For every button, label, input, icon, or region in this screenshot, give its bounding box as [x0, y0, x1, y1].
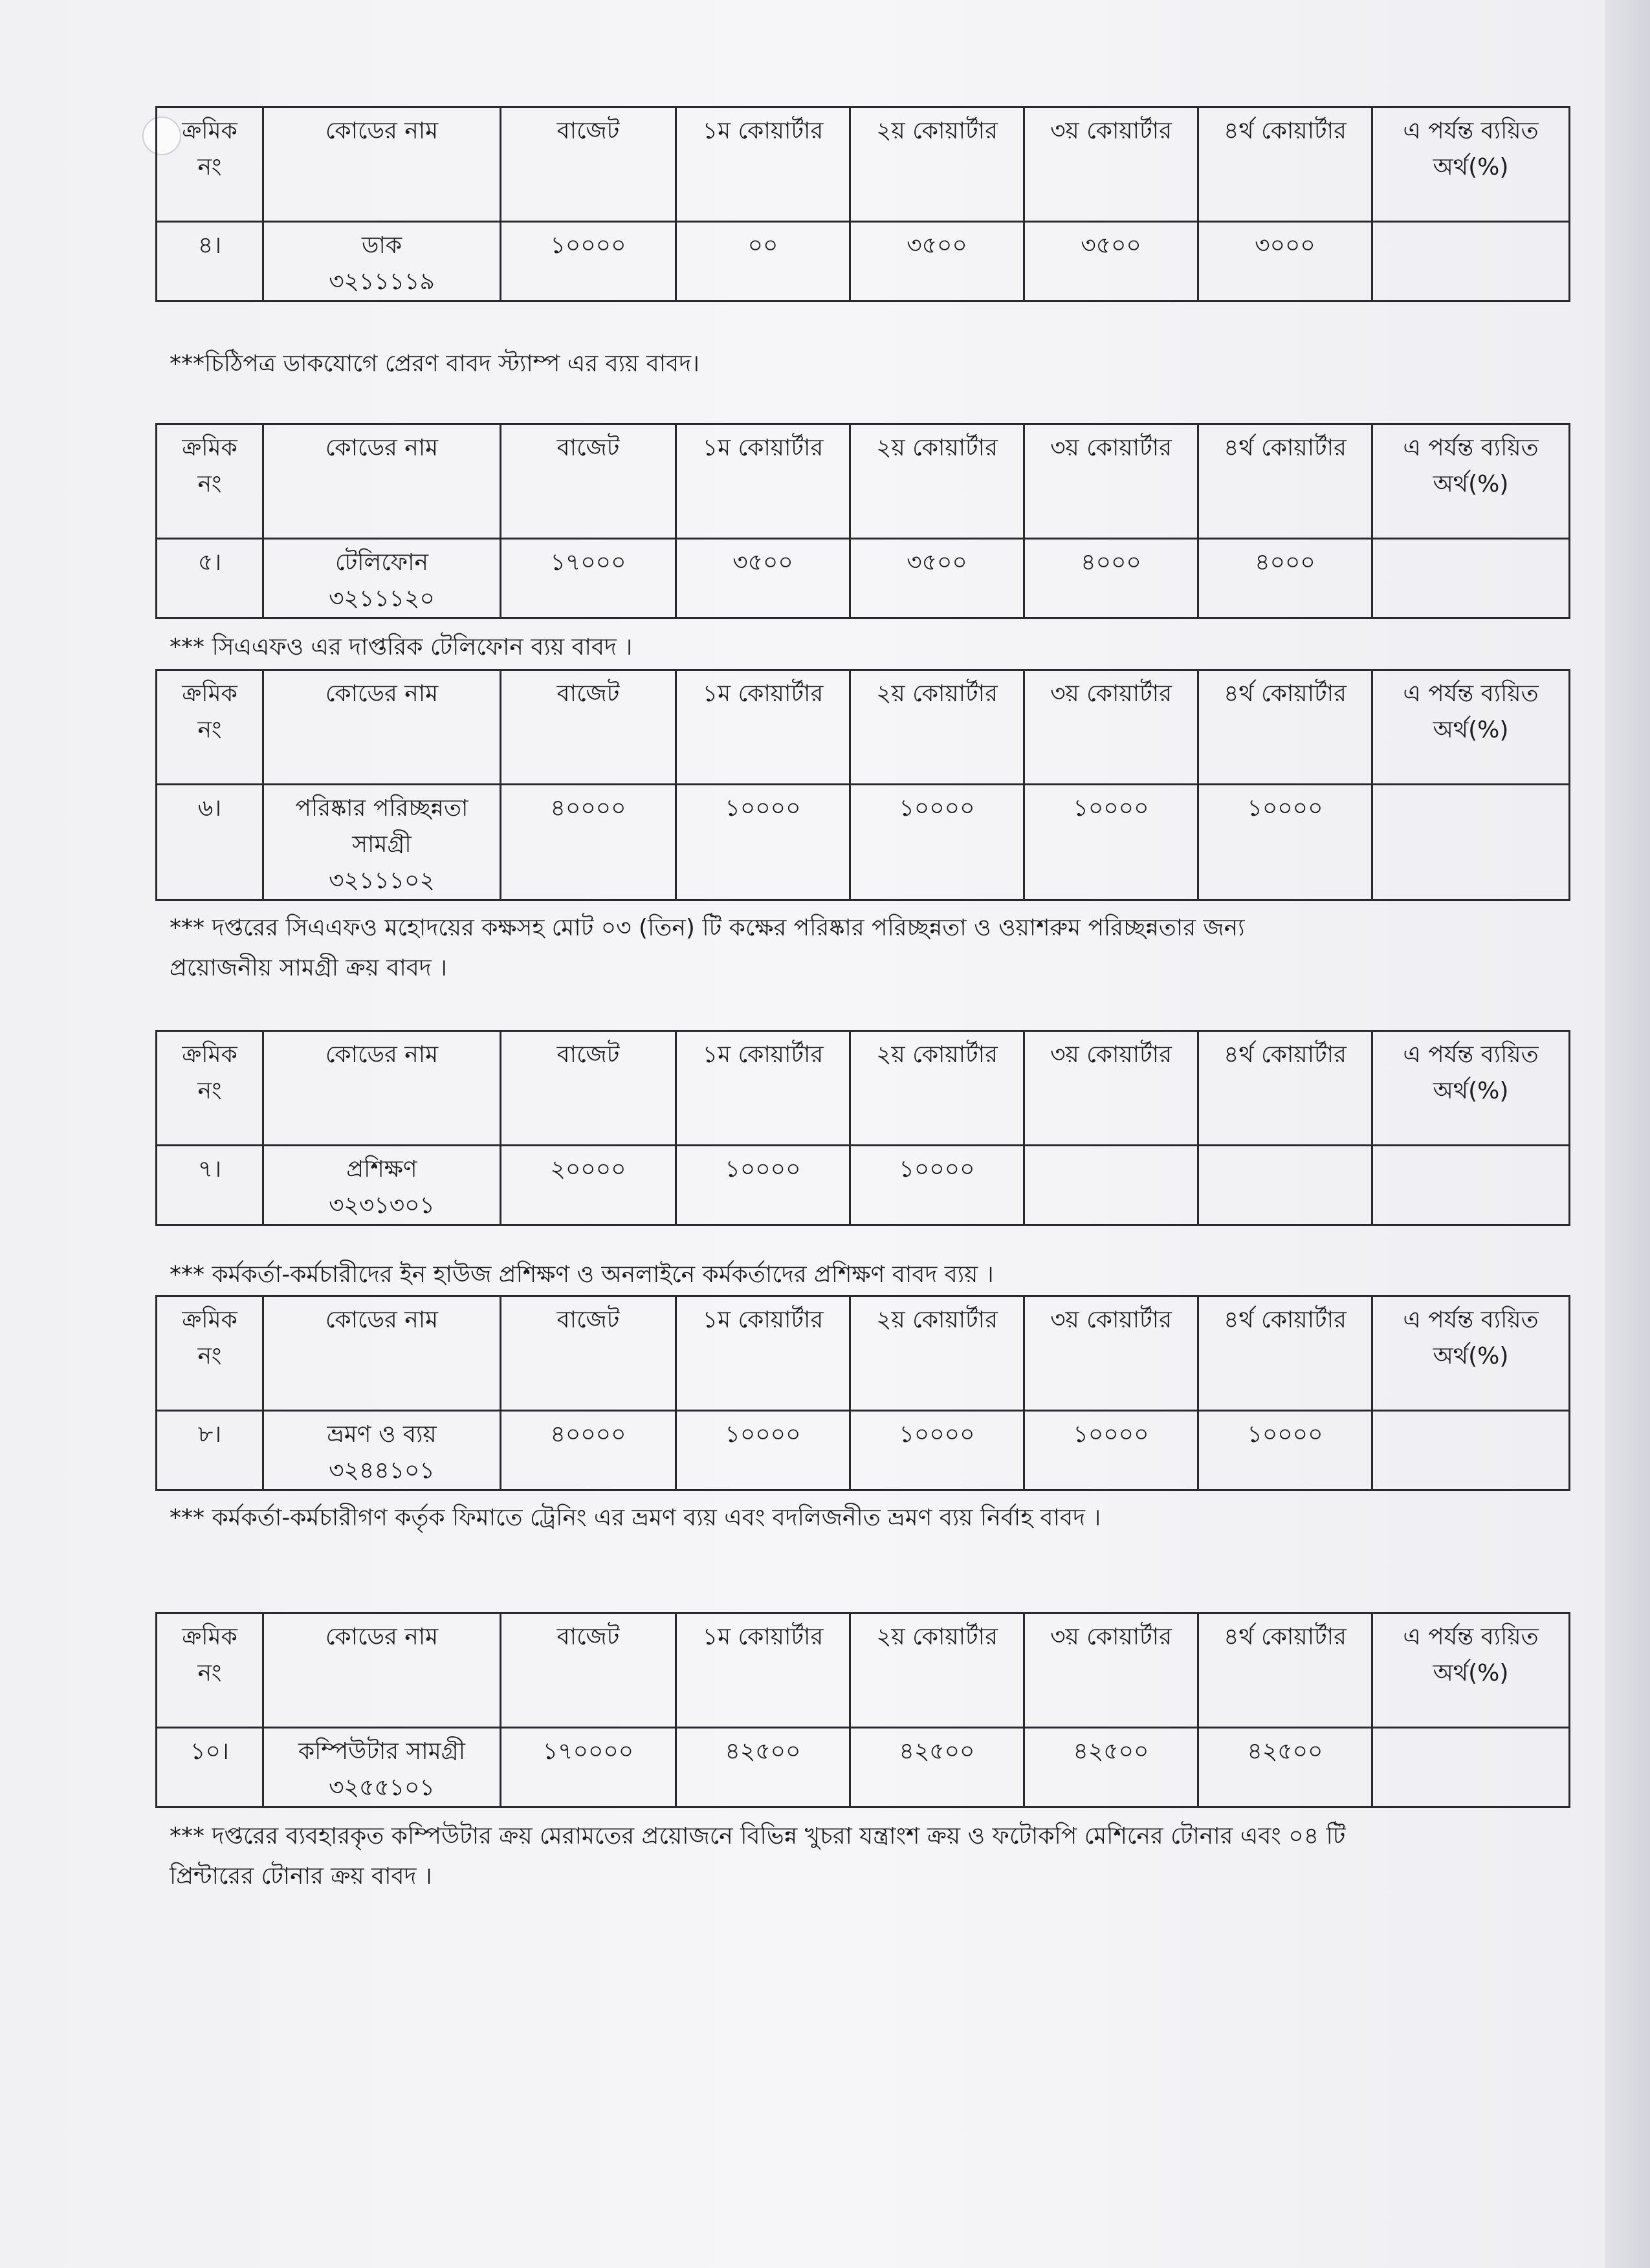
header-q4: ৪র্থ কোয়ার্টার — [1198, 1613, 1372, 1728]
q1-cell: ১০০০০ — [676, 1146, 850, 1225]
header-budget: বাজেট — [501, 1296, 676, 1411]
header-q3: ৩য় কোয়ার্টার — [1024, 1296, 1198, 1411]
cell-line: ক্রমিক — [182, 1307, 237, 1333]
cell-line: ৩২৩১৩০১ — [329, 1192, 435, 1219]
cell-line: অর্থ(%) — [1433, 1660, 1509, 1686]
header-q2: ২য় কোয়ার্টার — [850, 1296, 1024, 1411]
table-note — [170, 908, 1464, 988]
budget-cell: ৪০০০০ — [501, 1411, 676, 1490]
note-line: *** দপ্তরের ব্যবহারকৃত কম্পিউটার ক্রয় মেরামতের প্রয়োজনে বিভিন্ন খুচরা যন্ত্রাংশ ক্রয় ও ফটোকপি মেশিনের টোনার এবং ০৪ টি — [170, 1823, 1346, 1849]
code-name-cell — [263, 539, 501, 618]
budget-cell: ১০০০০ — [501, 222, 676, 301]
q2-cell: ৪২৫০০ — [850, 1728, 1024, 1807]
cell-line: টেলিফোন — [335, 549, 429, 576]
budget-table — [155, 423, 1570, 619]
paper-right-edge — [1605, 0, 1650, 2268]
cell-line: অর্থ(%) — [1433, 1078, 1509, 1104]
table-note: *** সিএএফও এর দাপ্তরিক টেলিফোন ব্যয় বাবদ । — [170, 634, 633, 660]
header-serial — [157, 1613, 263, 1728]
cell-line: অর্থ(%) — [1433, 717, 1509, 743]
header-serial — [157, 107, 263, 222]
cell-line: এ পর্যন্ত ব্যয়িত — [1403, 681, 1539, 707]
header-code-name: কোডের নাম — [263, 670, 501, 785]
serial-cell: ৫। — [157, 539, 263, 618]
cell-line: অর্থ(%) — [1433, 154, 1509, 180]
budget-table — [155, 1295, 1570, 1491]
header-spent — [1372, 1031, 1570, 1146]
cell-line: এ পর্যন্ত ব্যয়িত — [1403, 1624, 1539, 1650]
code-name-cell — [263, 1411, 501, 1490]
header-q2: ২য় কোয়ার্টার — [850, 424, 1024, 539]
cell-line: নং — [197, 1660, 222, 1686]
table-header-row — [157, 670, 1570, 785]
cell-line: ক্রমিক — [182, 1624, 237, 1650]
header-spent — [1372, 1613, 1570, 1728]
budget-cell: ৪০০০০ — [501, 785, 676, 900]
header-q1: ১ম কোয়ার্টার — [676, 1031, 850, 1146]
header-code-name: কোডের নাম — [263, 1296, 501, 1411]
cell-line: নং — [197, 154, 222, 180]
q4-cell: ৪০০০ — [1198, 539, 1372, 618]
budget-table — [155, 106, 1570, 302]
header-q1: ১ম কোয়ার্টার — [676, 1296, 850, 1411]
serial-cell: ৪। — [157, 222, 263, 301]
cell-line: এ পর্যন্ত ব্যয়িত — [1403, 118, 1539, 144]
cell-line: পরিষ্কার পরিচ্ছন্নতা — [295, 795, 468, 822]
budget-cell: ২০০০০ — [501, 1146, 676, 1225]
budget-table — [155, 1612, 1570, 1808]
spent-cell — [1372, 785, 1570, 900]
cell-line: ভ্রমণ ও ব্যয় — [327, 1421, 437, 1448]
header-code-name: কোডের নাম — [263, 1031, 501, 1146]
table-header-row — [157, 1296, 1570, 1411]
header-q3: ৩য় কোয়ার্টার — [1024, 1613, 1198, 1728]
q2-cell: ৩৫০০ — [850, 539, 1024, 618]
table-row — [157, 785, 1570, 900]
cell-line: কম্পিউটার সামগ্রী — [298, 1738, 465, 1765]
note-line: প্রিন্টারের টোনার ক্রয় বাবদ । — [170, 1863, 432, 1890]
q1-cell: ১০০০০ — [676, 1411, 850, 1490]
cell-line: ৩২১১১২০ — [329, 585, 435, 612]
spent-cell — [1372, 1411, 1570, 1490]
cell-line: ক্রমিক — [182, 118, 237, 144]
header-q3: ৩য় কোয়ার্টার — [1024, 107, 1198, 222]
header-q3: ৩য় কোয়ার্টার — [1024, 424, 1198, 539]
note-line: *** দপ্তরের সিএএফও মহোদয়ের কক্ষসহ মোট ০৩ (তিন) টি কক্ষের পরিষ্কার পরিচ্ছন্নতা ও ওয়াশরুম পরিচ্ছন্নতার জন্য — [170, 915, 1245, 941]
spent-cell — [1372, 1146, 1570, 1225]
code-name-cell — [263, 222, 501, 301]
header-spent — [1372, 107, 1570, 222]
table-row — [157, 1146, 1570, 1225]
serial-cell: ১০। — [157, 1728, 263, 1807]
header-spent — [1372, 670, 1570, 785]
header-q3: ৩য় কোয়ার্টার — [1024, 670, 1198, 785]
header-q3: ৩য় কোয়ার্টার — [1024, 1031, 1198, 1146]
serial-cell: ৮। — [157, 1411, 263, 1490]
code-name-cell — [263, 1146, 501, 1225]
q1-cell: ৩৫০০ — [676, 539, 850, 618]
serial-cell: ৭। — [157, 1146, 263, 1225]
cell-line: ক্রমিক — [182, 1041, 237, 1068]
cell-line: এ পর্যন্ত ব্যয়িত — [1403, 435, 1539, 461]
header-q2: ২য় কোয়ার্টার — [850, 670, 1024, 785]
header-q1: ১ম কোয়ার্টার — [676, 424, 850, 539]
header-serial — [157, 424, 263, 539]
cell-line: নং — [197, 471, 222, 497]
serial-cell: ৬। — [157, 785, 263, 900]
cell-line: ক্রমিক — [182, 681, 237, 707]
q2-cell: ১০০০০ — [850, 785, 1024, 900]
table-note — [170, 1816, 1464, 1897]
header-q4: ৪র্থ কোয়ার্টার — [1198, 1031, 1372, 1146]
q3-cell: ৪২৫০০ — [1024, 1728, 1198, 1807]
q4-cell: ৪২৫০০ — [1198, 1728, 1372, 1807]
code-name-cell — [263, 1728, 501, 1807]
header-code-name: কোডের নাম — [263, 1613, 501, 1728]
note-line: প্রয়োজনীয় সামগ্রী ক্রয় বাবদ । — [170, 955, 448, 981]
cell-line: ৩২১১১১৯ — [329, 268, 435, 295]
cell-line: এ পর্যন্ত ব্যয়িত — [1403, 1041, 1539, 1068]
q4-cell: ১০০০০ — [1198, 1411, 1372, 1490]
header-code-name: কোডের নাম — [263, 107, 501, 222]
q3-cell: ১০০০০ — [1024, 785, 1198, 900]
table-note: ***চিঠিপত্র ডাকযোগে প্রেরণ বাবদ স্ট্যাম্প এর ব্যয় বাবদ। — [170, 351, 699, 377]
table-header-row — [157, 107, 1570, 222]
cell-line: এ পর্যন্ত ব্যয়িত — [1403, 1307, 1539, 1333]
header-q2: ২য় কোয়ার্টার — [850, 107, 1024, 222]
header-budget: বাজেট — [501, 670, 676, 785]
table-header-row — [157, 1613, 1570, 1728]
header-code-name: কোডের নাম — [263, 424, 501, 539]
header-q4: ৪র্থ কোয়ার্টার — [1198, 107, 1372, 222]
table-row — [157, 1728, 1570, 1807]
q2-cell: ১০০০০ — [850, 1411, 1024, 1490]
header-budget: বাজেট — [501, 1613, 676, 1728]
q2-cell: ১০০০০ — [850, 1146, 1024, 1225]
budget-cell: ১৭০০০০ — [501, 1728, 676, 1807]
q3-cell: ৪০০০ — [1024, 539, 1198, 618]
spent-cell — [1372, 539, 1570, 618]
header-q4: ৪র্থ কোয়ার্টার — [1198, 424, 1372, 539]
header-serial — [157, 1296, 263, 1411]
cell-line: ৩২৪৪১০১ — [329, 1457, 435, 1484]
q1-cell: ১০০০০ — [676, 785, 850, 900]
table-header-row — [157, 1031, 1570, 1146]
table-row — [157, 1411, 1570, 1490]
cell-line: নং — [197, 717, 222, 743]
cell-line: ক্রমিক — [182, 435, 237, 461]
header-serial — [157, 1031, 263, 1146]
header-spent — [1372, 1296, 1570, 1411]
code-name-cell — [263, 785, 501, 900]
budget-cell: ১৭০০০ — [501, 539, 676, 618]
header-q4: ৪র্থ কোয়ার্টার — [1198, 670, 1372, 785]
q3-cell: ৩৫০০ — [1024, 222, 1198, 301]
budget-table — [155, 1030, 1570, 1226]
header-serial — [157, 670, 263, 785]
header-q4: ৪র্থ কোয়ার্টার — [1198, 1296, 1372, 1411]
cell-line: সামগ্রী — [352, 831, 412, 858]
q1-cell: ০০ — [676, 222, 850, 301]
header-budget: বাজেট — [501, 107, 676, 222]
table-note: *** কর্মকর্তা-কর্মচারীগণ কর্তৃক ফিমাতে ট্রেনিং এর ভ্রমণ ব্যয় এবং বদলিজনীত ভ্রমণ ব্যয় নির্বাহ বাবদ । — [170, 1505, 1101, 1531]
header-budget: বাজেট — [501, 1031, 676, 1146]
table-header-row — [157, 424, 1570, 539]
q4-cell: ৩০০০ — [1198, 222, 1372, 301]
header-q1: ১ম কোয়ার্টার — [676, 1613, 850, 1728]
cell-line: ৩২৫৫১০১ — [329, 1774, 435, 1801]
q4-cell — [1198, 1146, 1372, 1225]
header-q2: ২য় কোয়ার্টার — [850, 1031, 1024, 1146]
q3-cell — [1024, 1146, 1198, 1225]
header-budget: বাজেট — [501, 424, 676, 539]
cell-line: ৩২১১১০২ — [329, 867, 435, 894]
cell-line: প্রশিক্ষণ — [346, 1156, 417, 1183]
cell-line: অর্থ(%) — [1433, 471, 1509, 497]
table-row — [157, 222, 1570, 301]
table-note: *** কর্মকর্তা-কর্মচারীদের ইন হাউজ প্রশিক্ষণ ও অনলাইনে কর্মকর্তাদের প্রশিক্ষণ বাবদ ব্যয় । — [170, 1261, 994, 1288]
q4-cell: ১০০০০ — [1198, 785, 1372, 900]
cell-line: নং — [197, 1343, 222, 1369]
header-q1: ১ম কোয়ার্টার — [676, 670, 850, 785]
header-q2: ২য় কোয়ার্টার — [850, 1613, 1024, 1728]
cell-line: নং — [197, 1078, 222, 1104]
spent-cell — [1372, 1728, 1570, 1807]
q3-cell: ১০০০০ — [1024, 1411, 1198, 1490]
header-spent — [1372, 424, 1570, 539]
table-row — [157, 539, 1570, 618]
budget-table — [155, 669, 1570, 901]
cell-line: অর্থ(%) — [1433, 1343, 1509, 1369]
q2-cell: ৩৫০০ — [850, 222, 1024, 301]
q1-cell: ৪২৫০০ — [676, 1728, 850, 1807]
spent-cell — [1372, 222, 1570, 301]
header-q1: ১ম কোয়ার্টার — [676, 107, 850, 222]
cell-line: ডাক — [361, 232, 402, 259]
